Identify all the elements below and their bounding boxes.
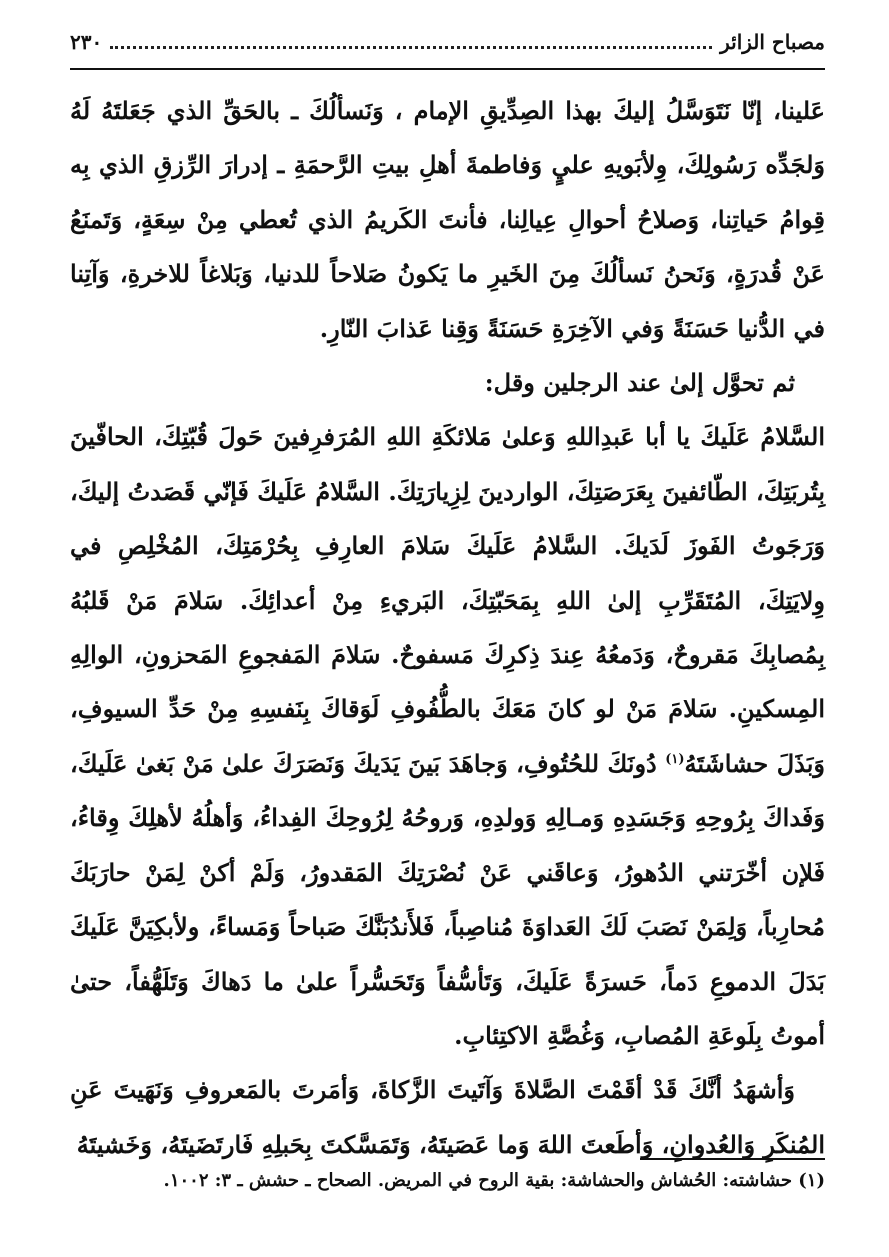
footnote-rule xyxy=(640,1158,825,1160)
footnote: (١) حشاشته: الحُشاش والحشاشة: بقية الروح في المريض. الصحاح ـ حشش ـ ٣: ١٠٠٢. xyxy=(163,1170,825,1191)
instruction-paragraph: ثم تحوَّل إلىٰ عند الرجلين وقل: xyxy=(484,368,795,398)
header-rule xyxy=(70,68,825,70)
footnote-marker[interactable]: (١) xyxy=(665,751,685,767)
header-dot-leader xyxy=(110,34,712,49)
page-number: ٢٣٠ xyxy=(70,30,103,54)
paragraph-3: وَأشهَدُ أنَّكَ قَدْ أقَمْتَ الصَّلاةَ وَآتَيتَ الزَّكاةَ، وَأمَرتَ بالمَعروفِ وَنَهَيتَ عَنِ المُنكَرِ وَالعُدوانِ، وَأطَعتَ اللهَ وَما عَصَيتَهُ، وَتَمَسَّكتَ بِحَبلِهِ فَارتَضَيتَهُ، وَخَشيتَهُ xyxy=(70,1075,825,1159)
paragraph-2 xyxy=(70,410,825,1063)
page-header xyxy=(70,30,825,64)
paragraph-2-continuation: دُونَكَ للحُتُوفِ، وَجاهَدَ بَينَ يَدَيكَ وَنَصَرَكَ علىٰ مَنْ بَغىٰ عَلَيكَ، وَفَداكَ بِرُوحِهِ وَجَسَدِهِ وَمـالِهِ وَولدِهِ، وَروحُهُ لِرُوحِكَ الفِداءُ، وَأهلُهُ لأهلِكَ وِقاءُ، فَلإن أخّرَتني الدُهورُ، وَعاقَني عَنْ نُصْرَتِكَ المَقدورُ، وَلَمْ أكنْ لِمَنْ حارَبَكَ مُحارِباً، وَلِمَنْ نَصَبَ لَكَ العَداوَةَ مُناصِباً، فَلأَندُبَنَّكَ صَباحاً وَمَساءً، ولأبكِيَنَّ عَلَيكَ بَدَلَ الدموعِ دَماً، حَسرَةً عَلَيكَ، وَتَأسُّفاً وَتَحَسُّراً علىٰ ما دَهاكَ وَتَلَهُّفاً، حتىٰ أموتُ بِلَوعَةِ المُصابِ، وَغُصَّةِ الاكتِئابِ. xyxy=(70,748,825,1050)
paragraph-2-text: السَّلامُ عَلَيكَ يا أبا عَبدِاللهِ وَعلىٰ مَلائكَةِ اللهِ المُرَفرِفينَ حَولَ قُبّتِكَ، الحافّينَ بِتُربَتِكَ، الطّائفينَ بِعَرَصَتِكَ، الواردينَ لِزِيارَتِكَ. السَّلامُ عَلَيكَ فَإنّي قَصَدتُ إليكَ، وَرَجَوتُ الفَوزَ لَدَيكَ. السَّلامُ عَلَيكَ سَلامَ العارِفِ بِحُرْمَتِكَ، المُخْلِصِ في وِلايَتِكَ، المُتَقَرِّبِ إلىٰ اللهِ بِمَحَبّتِكَ، البَريءِ مِنْ أعدائِكَ. سَلامَ مَنْ قَلبُهُ بِمُصابِكَ مَقروحٌ، وَدَمعُهُ عِندَ ذِكرِكَ مَسفوحٌ. سَلامَ المَفجوعِ المَحزونِ، الوالِهِ المِسكينِ. سَلامَ مَنْ لو كانَ مَعَكَ بالطُّفُوفِ لَوَقاكَ بِنَفسِهِ مِنْ حَدِّ السيوفِ، وَبَذَلَ حشاشَتَهُ xyxy=(70,422,826,778)
paragraph-1: عَلينا، إنّا نَتَوَسَّلُ إليكَ بهذا الصِدِّيقِ الإمام ، وَنَسألُكَ ـ بالحَقِّ الذي جَعَلتَهُ لَهُ وَلجَدِّه رَسُولِكَ، وِلأبَويهِ عليٍ وَفاطمةَ أهلِ بيتِ الرَّحمَةِ ـ إدرارَ الرِّزقِ الذي بِه قِوامُ حَياتِنا، وَصلاحُ أحوالِ عِيالِنا، فأنتَ الكَريمُ الذي تُعطي مِنْ سِعَةٍ، وَتَمنَعُ عَنْ قُدرَةٍ، وَنَحنُ نَسألُكَ مِنَ الخَيرِ ما يَكونُ صَلاحاً للدنيا، وَبَلاغاً للاخرةِ، وَآتِنا في الدُّنيا حَسَنَةً وَفي الآخِرَةِ حَسَنَةً وَقِنا عَذابَ النّارِ. xyxy=(70,96,825,343)
book-title: مصباح الزائر xyxy=(720,30,825,54)
body-text xyxy=(70,84,825,1172)
page xyxy=(70,30,825,1172)
